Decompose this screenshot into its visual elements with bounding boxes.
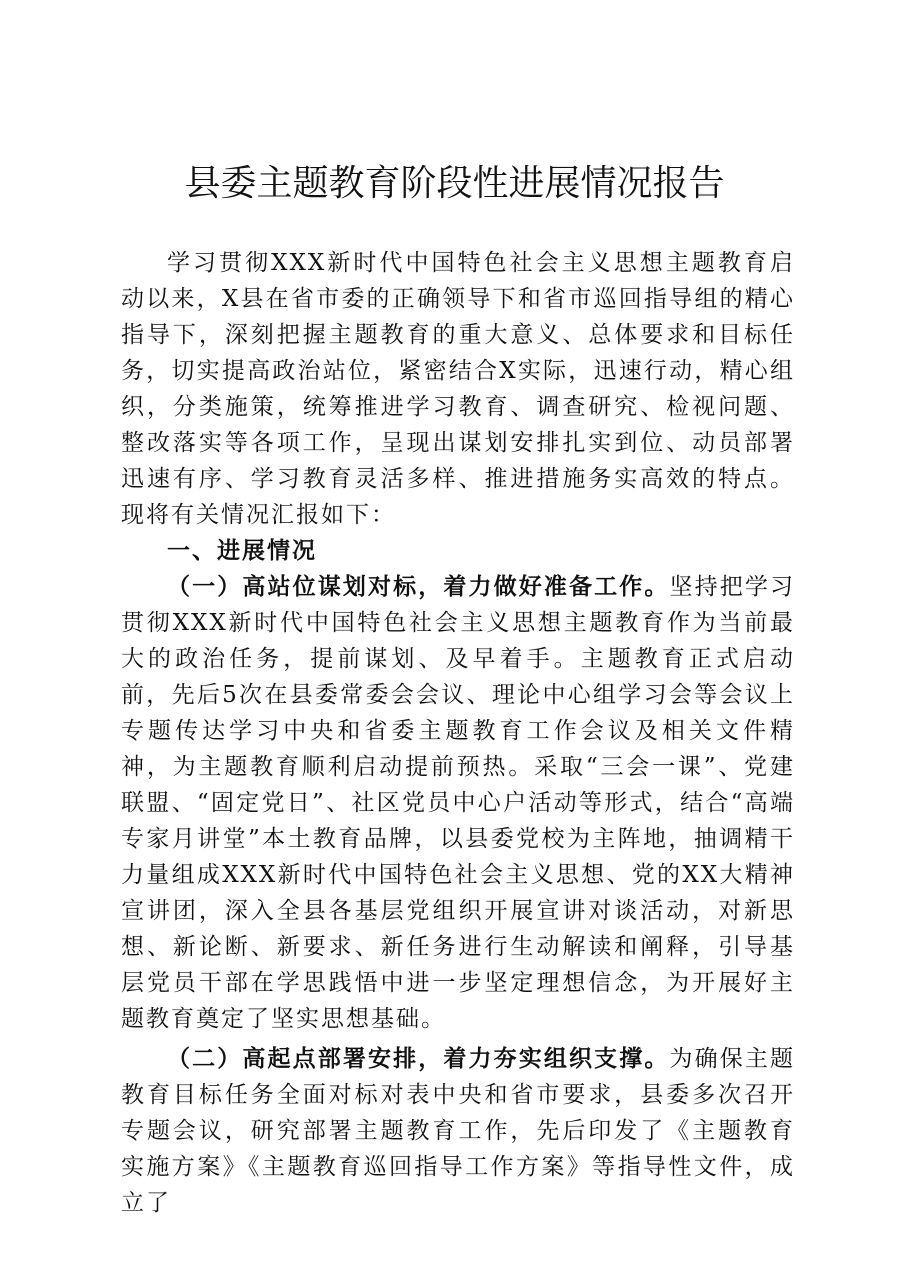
subsection-1-heading: （一）高站位谋划对标，着力做好准备工作。 [167,573,670,600]
document-body [121,245,795,1221]
subsection-1-paragraph [121,569,795,1037]
subsection-2-text: 为确保主题教育目标任务全面对标对表中央和省市要求，县委多次召开专题会议，研究部署主题教育工作，先后印发了《主题教育实施方案》《主题教育巡回指导工作方案》等指导性文件，成立了 [121,1046,795,1216]
intro-paragraph: 学习贯彻XXX新时代中国特色社会主义思想主题教育启动以来，X县在省市委的正确领导下和省市巡回指导组的精心指导下，深刻把握主题教育的重大意义、总体要求和目标任务，切实提高政治站位，紧密结合X实际，迅速行动，精心组织，分类施策，统筹推进学习教育、调查研究、检视问题、整改落实等各项工作，呈现出谋划安排扎实到位、动员部署迅速有序、学习教育灵活多样、推进措施务实高效的特点。现将有关情况汇报如下： [121,250,795,528]
document-title: 县委主题教育阶段性进展情况报告 [184,163,725,204]
subsection-2-paragraph [121,1041,795,1221]
subsection-1-text: 坚持把学习贯彻XXX新时代中国特色社会主义思想主题教育作为当前最大的政治任务，提前谋划、及早着手。主题教育正式启动前，先后5次在县委常委会会议、理论中心组学习会等会议上专题传达学习中央和省委主题教育工作会议及相关文件精神，为主题教育顺利启动提前预热。采取“三会一课”、党建联盟、“固定党日”、社区党员中心户活动等形式，结合“高端专家月讲堂”本土教育品牌，以县委党校为主阵地，抽调精干力量组成XXX新时代中国特色社会主义思想、党的XX大精神宣讲团，深入全县各基层党组织开展宣讲对谈活动，对新思想、新论断、新要求、新任务进行生动解读和阐释，引导基层党员干部在学思践悟中进一步坚定理想信念，为开展好主题教育奠定了坚实思想基础。 [121,574,795,1032]
section-heading-progress: 一、进展情况 [167,538,317,564]
subsection-2-heading: （二）高起点部署安排，着力夯实组织支撑。 [167,1045,670,1072]
